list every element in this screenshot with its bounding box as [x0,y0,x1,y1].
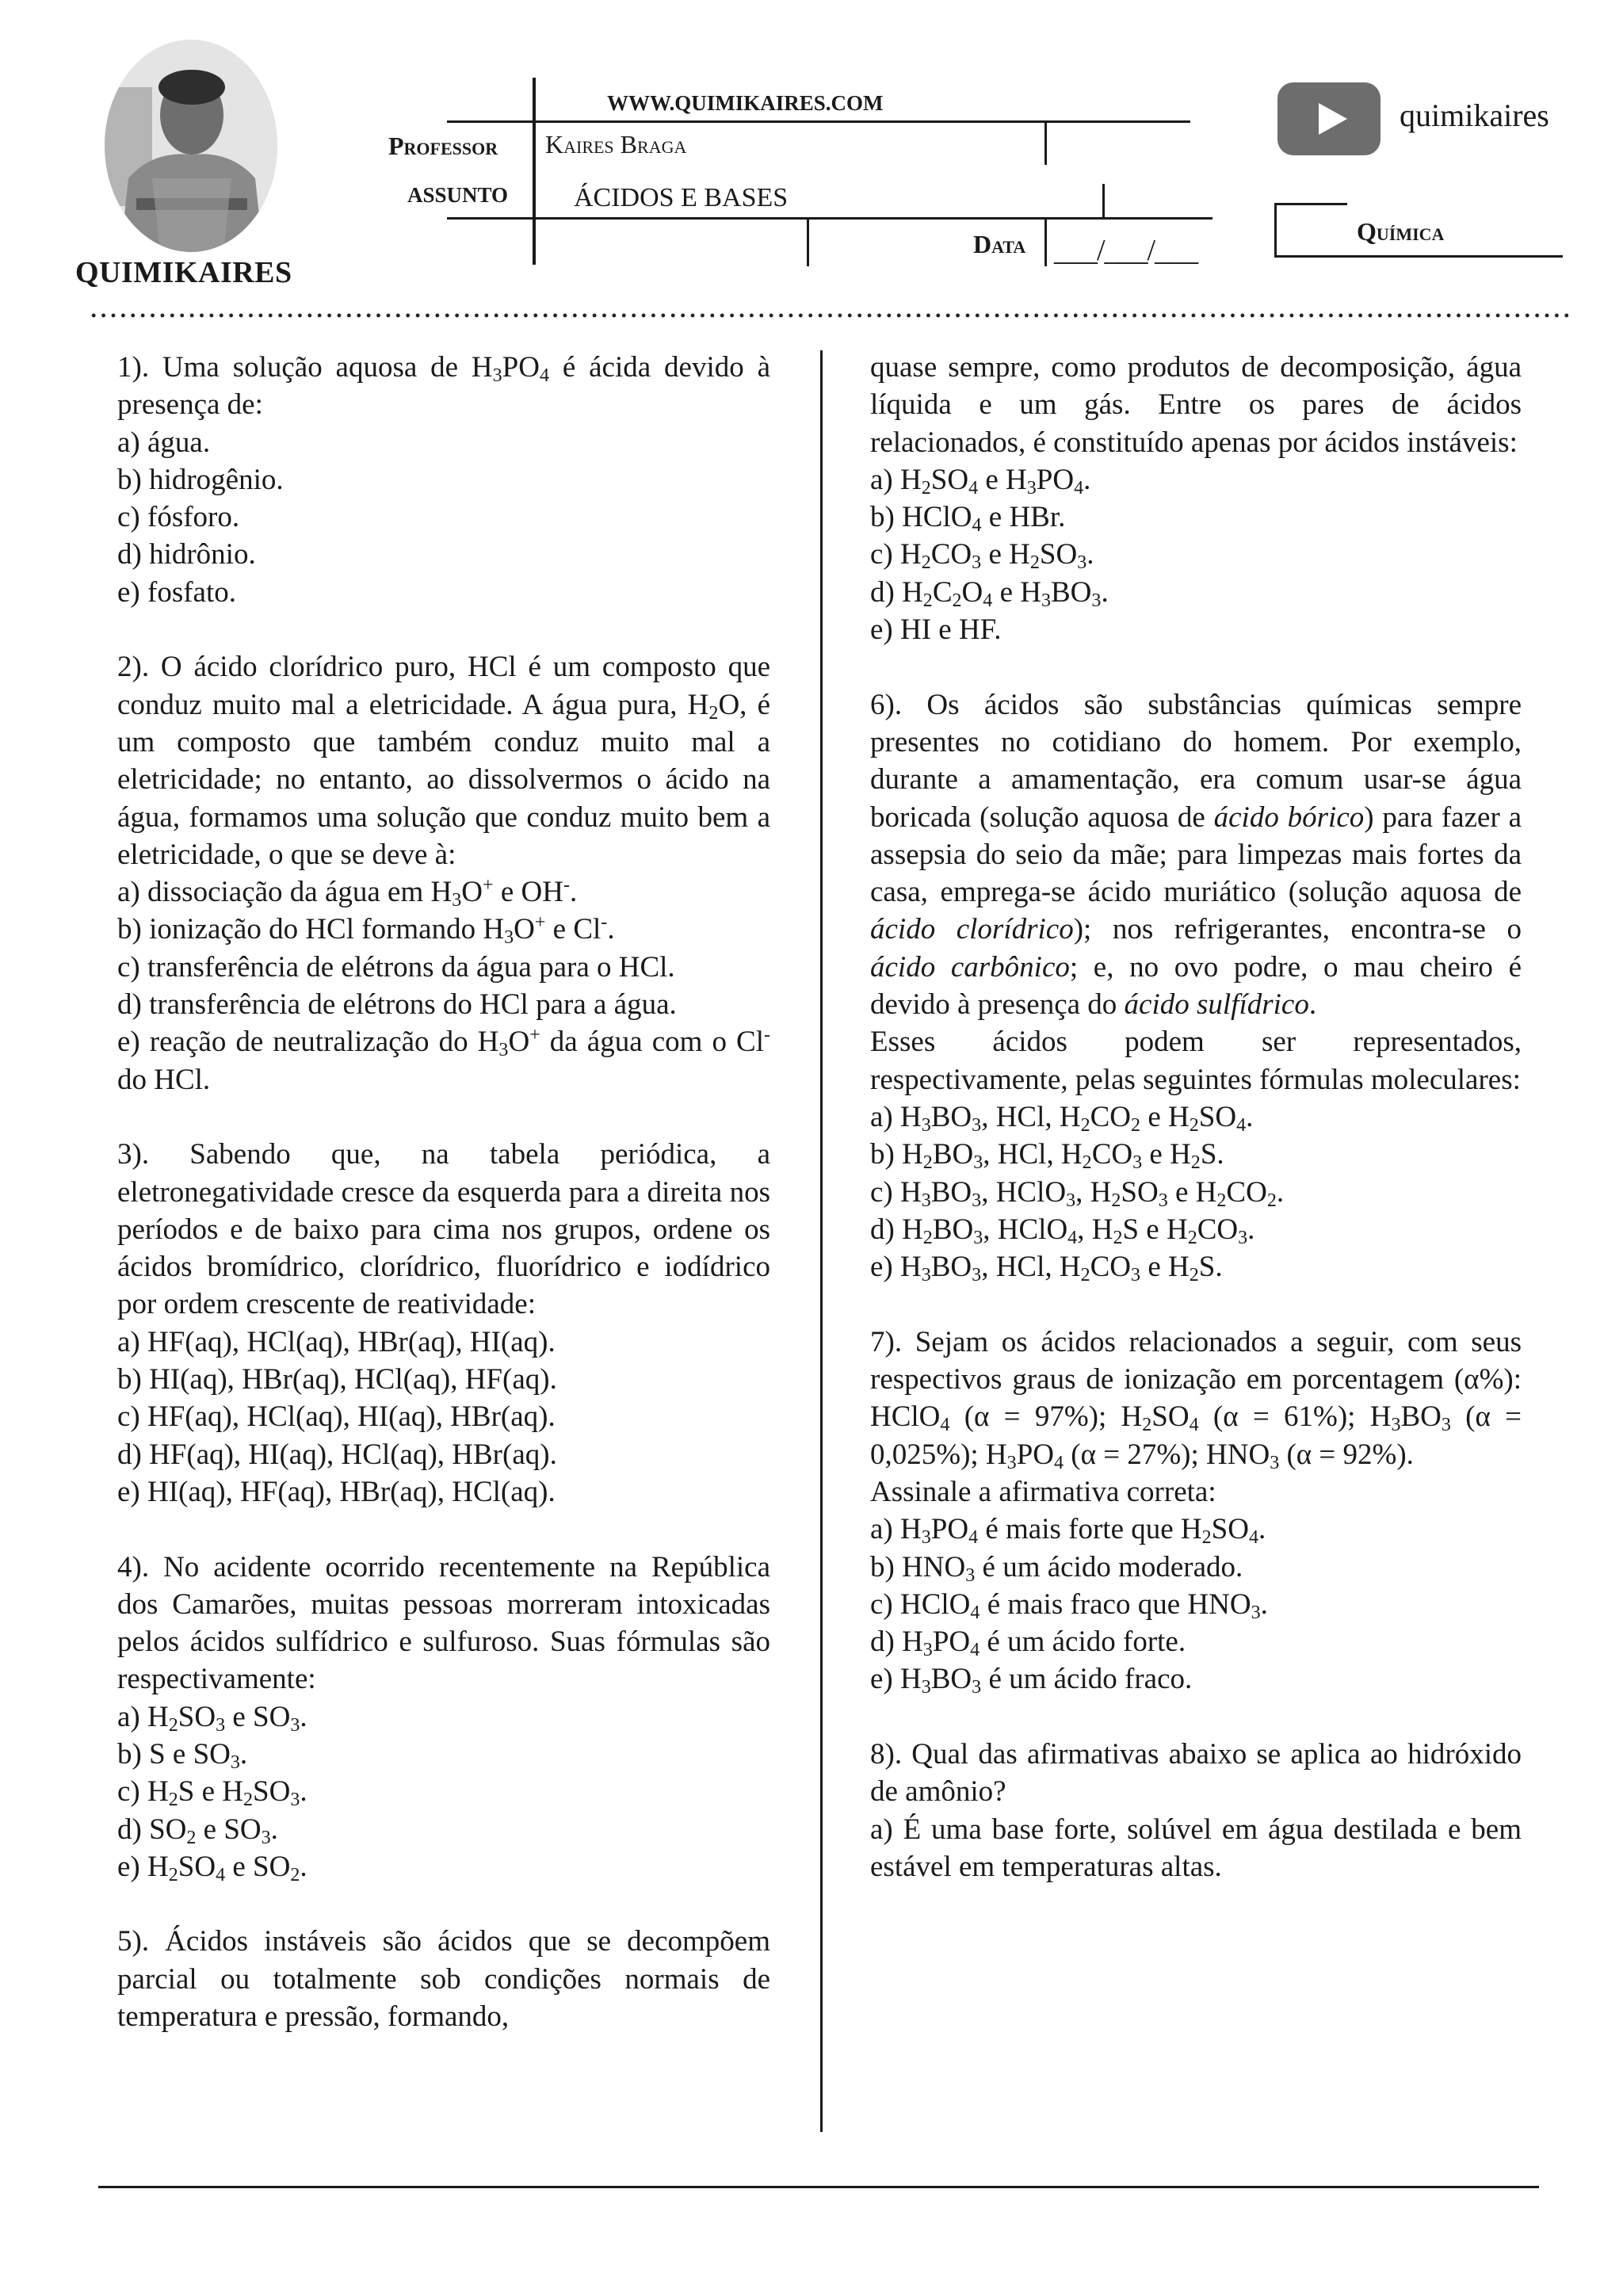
option: b) hidrogênio. [117,463,284,496]
question-8: 8). Qual das afirmativas abaixo se aplica ao hidróxido de amônio? [870,1737,1522,1809]
option: b) S e $SO_3$. [117,1737,248,1773]
option: a) $H_3BO_3$, HCl, $H_2CO_2$ e $H_2SO_4$. [870,1100,1254,1136]
option: e) fosfato. [117,575,236,609]
question-5: 5). Ácidos instáveis são ácidos que se decompõem parcial ou totalmente sob condições normais de temperatura e pressão, formando, [117,1925,770,2034]
website-url[interactable]: WWW.QUIMIKAIRES.COM [607,91,884,115]
youtube-icon[interactable] [1277,82,1381,155]
option: d) transferência de elétrons do HCl para a água. [117,988,677,1022]
option: c) HF(aq), HCl(aq), HI(aq), HBr(aq). [117,1400,556,1434]
option: a) água. [117,426,211,459]
question-5-continued: quase sempre, como produtos de decomposição, água líquida e um gás. Entre os pares de ácidos relacionados, é constituído apenas por ácidos instáveis: [870,351,1522,459]
question-1: 1). Uma solução aquosa de $H_3PO_4$ é ácida devido à presença de: [117,351,770,422]
option: e) HI e HF. [870,613,1002,647]
subject-label: Química [1357,217,1445,246]
question-3: 3). Sabendo que, na tabela periódica, a eletronegatividade cresce da esquerda para a direita nos períodos e de baixo para cima nos grupos, ordene os ácidos bromídrico, clorídrico, fluorídrico e iodídrico por ordem crescente de reatividade: [117,1138,770,1321]
option: a) dissociação da água em $H_3O^+$ e OH-. [117,874,578,911]
option: d) HF(aq), HI(aq), HCl(aq), HBr(aq). [117,1438,557,1471]
option: d) $H_2C_2O_4$ e $H_3BO_3$. [870,575,1109,611]
option: e) $H_3BO_3$ é um ácido fraco. [870,1663,1193,1698]
question-7: 7). Sejam os ácidos relacionados a seguir, com seus respectivos graus de ionização em porcentagem (α%): HClO$_4$ (α = 97%); $H_2SO_4$ (α = 61%); $H_3BO_3$ (α = 0,025%); $H_3PO_4$ (α = 27%); $HNO_3$ (α = 92%). [870,1325,1522,1473]
professor-name: Kaires Braga [545,130,687,159]
option: b) HI(aq), HBr(aq), HCl(aq), HF(aq). [117,1363,557,1396]
option: d) hidrônio. [117,538,256,571]
option: c) fósforo. [117,501,240,534]
header-divider [89,312,1571,319]
option: e) reação de neutralização do $H_3O^+$ da água com o Cl- do HCl. [117,1025,770,1096]
option: e) HI(aq), HF(aq), HBr(aq), HCl(aq). [117,1475,556,1508]
question-6: 6). Os ácidos são substâncias químicas sempre presentes no cotidiano do homem. Por exemplo, durante a amamentação, era comum usar-se água boricada (solução aquosa de ácido bórico) para fazer a assepsia do seio da mãe; para limpezas mais fortes da casa, emprega-se ácido muriático (solução aquosa de ácido clorídrico); nos refrigerantes, encontra-se o ácido carbônico; e, no ovo podre, o mau cheiro é devido à presença do ácido sulfídrico. [870,688,1522,1022]
option: b) HClO$_4$ e HBr. [870,501,1066,537]
date-blank: ___/___/___ [1054,234,1198,267]
right-column [870,349,1522,1885]
youtube-channel[interactable]: quimikaires [1400,97,1549,133]
professor-label: Professor [388,132,498,160]
teacher-photo [105,40,277,252]
question-2: 2). O ácido clorídrico puro, HCl é um composto que conduz muito mal a eletricidade. A água pura, $H_2O$, é um composto que também conduz muito mal a eletricidade; no entanto, ao dissolvermos o ácido na água, formamos uma solução que conduz muito bem a eletricidade, o que se deve à: [117,651,770,871]
option: a) $H_3PO_4$ é mais forte que $H_2SO_4$. [870,1513,1266,1549]
option: a) É uma base forte, solúvel em água destilada e bem estável em temperaturas altas. [870,1813,1522,1883]
brand-name: QUIMIKAIRES [75,256,292,289]
option: e) $H_3BO_3$, HCl, $H_2CO_3$ e $H_2S$. [870,1251,1223,1286]
option: e) $H_2SO_4$ e $SO_2$. [117,1850,307,1885]
footer-divider [98,2186,1539,2188]
option: a) $H_2SO_3$ e $SO_3$. [117,1700,307,1736]
option: b) $H_2BO_3$, HCl, $H_2CO_3$ e $H_2S$. [870,1138,1224,1174]
option: c) transferência de elétrons da água para o HCl. [117,950,675,984]
left-column [117,349,770,2035]
option: d) $H_2BO_3$, HClO$_4$, $H_2S$ e $H_2CO_3$. [870,1213,1255,1248]
option: d) $SO_2$ e $SO_3$. [117,1813,278,1848]
option: c) $H_3BO_3$, HClO$_3$, $H_2SO_3$ e $H_2CO_2$. [870,1175,1285,1211]
option: b) $HNO_3$ é um ácido moderado. [870,1550,1243,1586]
assunto-label: ASSUNTO [407,183,509,207]
question-7-prompt: Assinale a afirmativa correta: [870,1475,1216,1508]
option: d) $H_3PO_4$ é um ácido forte. [870,1626,1186,1661]
assunto-value: ÁCIDOS E BASES [574,183,789,212]
option: c) HClO$_4$ é mais fraco que $HNO_3$. [870,1587,1268,1623]
option: a) $H_2SO_4$ e $H_3PO_4$. [870,463,1091,499]
option: c) $H_2CO_3$ e $H_2SO_3$. [870,538,1094,574]
teacher-photo-icon [105,40,277,252]
data-label: Data [973,230,1026,258]
question-6-prompt: Esses ácidos podem ser representados, respectivamente, pelas seguintes fórmulas moleculares: [870,1026,1522,1096]
option: c) $H_2S$ e $H_2SO_3$. [117,1775,307,1811]
option: a) HF(aq), HCl(aq), HBr(aq), HI(aq). [117,1325,556,1358]
option: b) ionização do HCl formando $H_3O^+$ e Cl-. [117,912,615,949]
question-4: 4). No acidente ocorrido recentemente na República dos Camarões, muitas pessoas morreram intoxicadas pelos ácidos sulfídrico e sulfuroso. Suas fórmulas são respectivamente: [117,1550,770,1696]
